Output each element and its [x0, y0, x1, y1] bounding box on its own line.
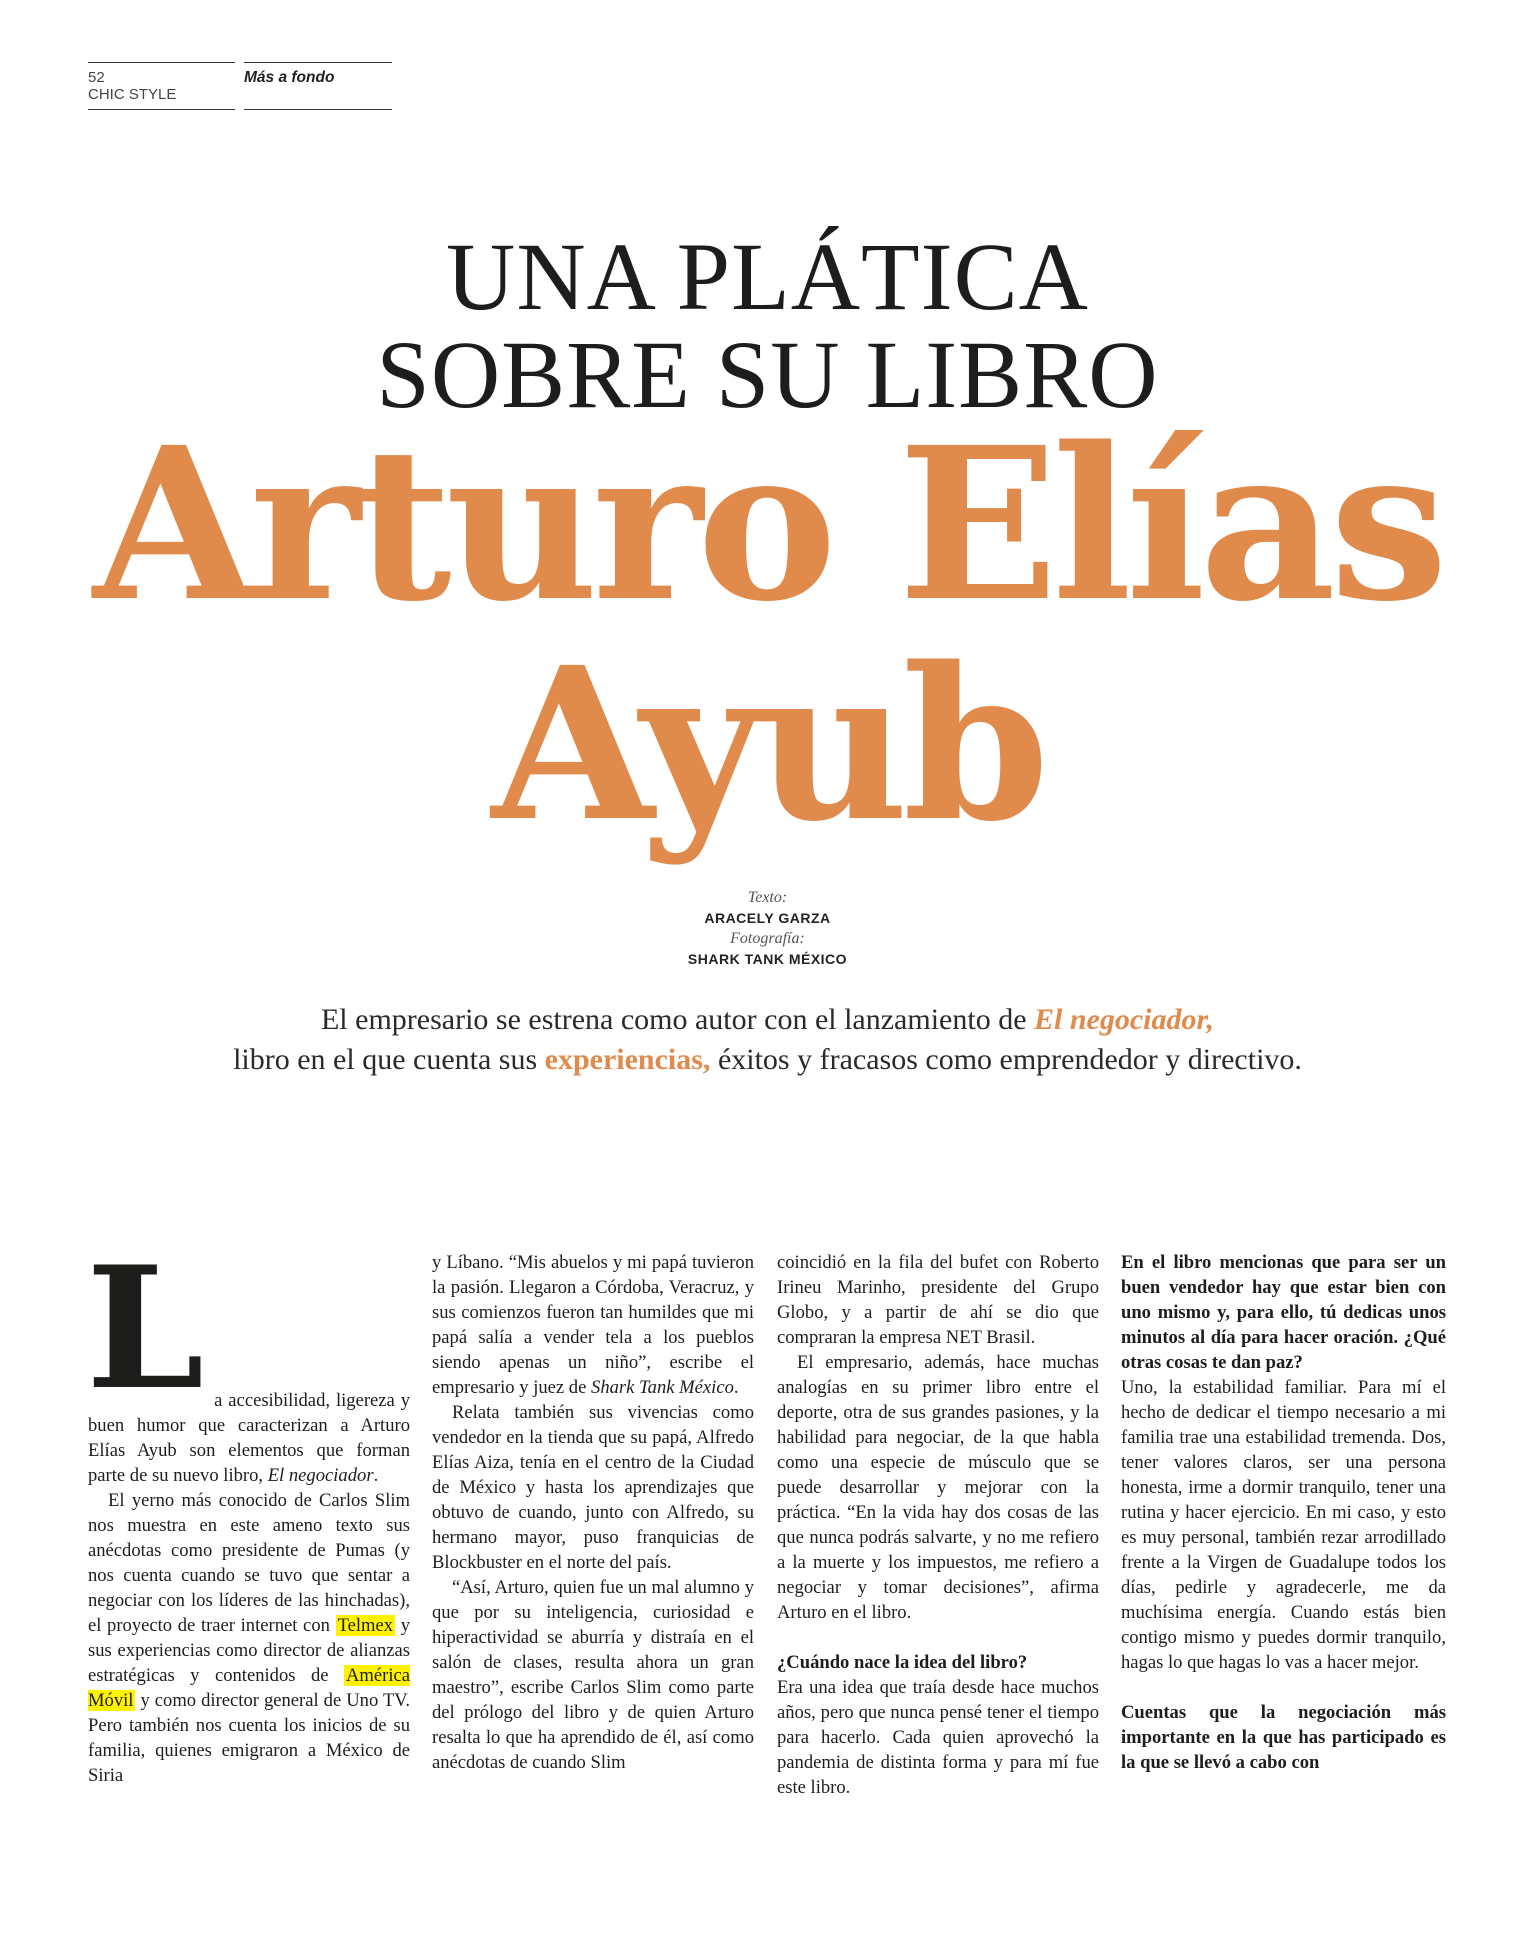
- text: y sus experiencias como director de alianzas estratégicas y contenidos de: [88, 1615, 410, 1686]
- article-dek: [0, 1000, 1535, 1080]
- interview-answer: Uno, la estabilidad familiar. Para mí el hecho de dedicar el tiempo necesario a mi familia trae una estabilidad tremenda. Dos, tener valores claros, ser una persona honesta, irme a dormir tranquilo, tener una rutina y hacer ejercicio. En mi caso, y esto es muy personal, también rezar arrodillado frente a la Virgen de Guadalupe todos los días, pedirle y agradecerle, me da muchísima energía. Cuando estás bien contigo mismo y puedes dormir tranquilo, hagas lo que hagas lo vas a hacer mejor.: [1121, 1377, 1446, 1673]
- body-column-2: [432, 1250, 754, 1775]
- highlighted-term-america-movil: América Móvil: [88, 1665, 410, 1711]
- title-line-1: Arturo Elías: [93, 401, 1442, 648]
- paragraph: “Así, Arturo, quien fue un mal alumno y que por su inteligencia, curiosidad e hiperactividad se aburría y distraía en el salón de clases, resulta ahora un gran maestro”, escribe Carlos Slim como parte del prólogo del libro y de quien Arturo resalta lo que ha aprendido de él, así como anécdotas de cuando Slim: [432, 1577, 754, 1773]
- section-name: Más a fondo: [244, 69, 335, 86]
- dek-part-3: éxitos y fracasos como emprendedor y directivo.: [710, 1043, 1302, 1076]
- dek-part-1: El empresario se estrena como autor con el lanzamiento de: [320, 1003, 1035, 1036]
- title-line-2: Ayub: [491, 621, 1044, 868]
- folio-block: [88, 62, 235, 110]
- photo-credit-label: Fotografía:: [730, 930, 805, 947]
- drop-cap: L: [86, 1229, 205, 1427]
- show-title: Shark Tank México: [591, 1377, 734, 1398]
- paragraph: El empresario, además, hace muchas analogías en su primer libro entre el deporte, otra de sus grandes pasiones, y la habilidad para negociar, de la que habla como una especie de músculo que se puede desarrollar y mejorar con la práctica. “En la vida hay dos cosas de las que nunca podrás salvarte, y no me refiero a la muerte y los impuestos, me refiero a negociar y tomar decisiones”, afirma Arturo en el libro.: [777, 1352, 1099, 1623]
- magazine-name: CHIC STYLE: [88, 86, 177, 103]
- paragraph: [88, 1488, 410, 1788]
- text: El yerno más conocido de Carlos Slim nos muestra en este ameno texto sus anécdotas como presidente de Pumas (y nos cuenta cuando se tuvo que sentar a negociar con los líderes de las hinchadas), el proyecto de traer internet con: [88, 1490, 410, 1636]
- text: a accesibilidad, ligereza y buen humor que caracterizan a Arturo Elías Ayub son elementos que forman parte de su nuevo libro,: [88, 1390, 410, 1486]
- highlighted-term-telmex: Telmex: [337, 1615, 394, 1636]
- article-title: [0, 401, 1535, 868]
- text: y como director general de Uno TV. Pero también nos cuenta los inicios de su familia, quienes emigraron a México de Siria: [88, 1690, 410, 1786]
- interview-answer: Era una idea que traía desde hace muchos años, pero que nunca pensé tener el tiempo para hacerlo. Cada quien aprovechó la pandemia de distinta forma y para mí fue este libro.: [777, 1677, 1099, 1798]
- text-credit-label: Texto:: [747, 889, 788, 906]
- kicker-line-1: UNA PLÁTICA: [445, 223, 1089, 330]
- body-column-4: [1121, 1250, 1446, 1775]
- text: .: [733, 1377, 739, 1398]
- photo-credit-name: SHARK TANK MÉXICO: [687, 951, 848, 967]
- body-column-3: [777, 1250, 1099, 1800]
- book-title: El negociador: [267, 1465, 374, 1486]
- page-number: 52: [88, 69, 105, 86]
- section-block: [244, 62, 392, 110]
- interview-question: En el libro mencionas que para ser un buen vendedor hay que estar bien con uno mismo y, para ello, tú dedicas unos minutos al día para hacer oración. ¿Qué otras cosas te dan paz?: [1121, 1252, 1446, 1373]
- paragraph: Relata también sus vivencias como vendedor en la tienda que su papá, Alfredo Elías Aiza, tenía en el centro de la Ciudad de México y hasta los aprendizajes que obtuvo de cuando, junto con Alfredo, su hermano mayor, puso franquicias de Blockbuster en el norte del país.: [432, 1402, 754, 1573]
- text: .: [373, 1465, 379, 1486]
- interview-question: ¿Cuándo nace la idea del libro?: [777, 1652, 1028, 1673]
- kicker: [0, 223, 1535, 428]
- credits: [0, 888, 1535, 970]
- paragraph: coincidió en la fila del bufet con Roberto Irineu Marinho, presidente del Grupo Globo, y a partir de ahí se dio que compraran la empresa NET Brasil.: [777, 1252, 1099, 1348]
- text: y Líbano. “Mis abuelos y mi papá tuvieron la pasión. Llegaron a Córdoba, Veracruz, y sus comienzos fueron tan humildes que mi papá salía a vender tela a los pueblos siendo apenas un niño”, escribe el empresario y juez de: [432, 1252, 754, 1398]
- dek-highlight: experiencias,: [544, 1043, 711, 1076]
- body-column-1: [86, 1229, 410, 1788]
- interview-question: Cuentas que la negociación más importante en la que has participado es la que se llevó a cabo con: [1121, 1702, 1446, 1773]
- dek-part-2: libro en el que cuenta sus: [233, 1043, 545, 1076]
- text-credit-name: ARACELY GARZA: [704, 910, 831, 926]
- dek-book-title: El negociador,: [1034, 1003, 1215, 1036]
- kicker-line-2: SOBRE SU LIBRO: [376, 321, 1159, 428]
- paragraph: [432, 1250, 754, 1400]
